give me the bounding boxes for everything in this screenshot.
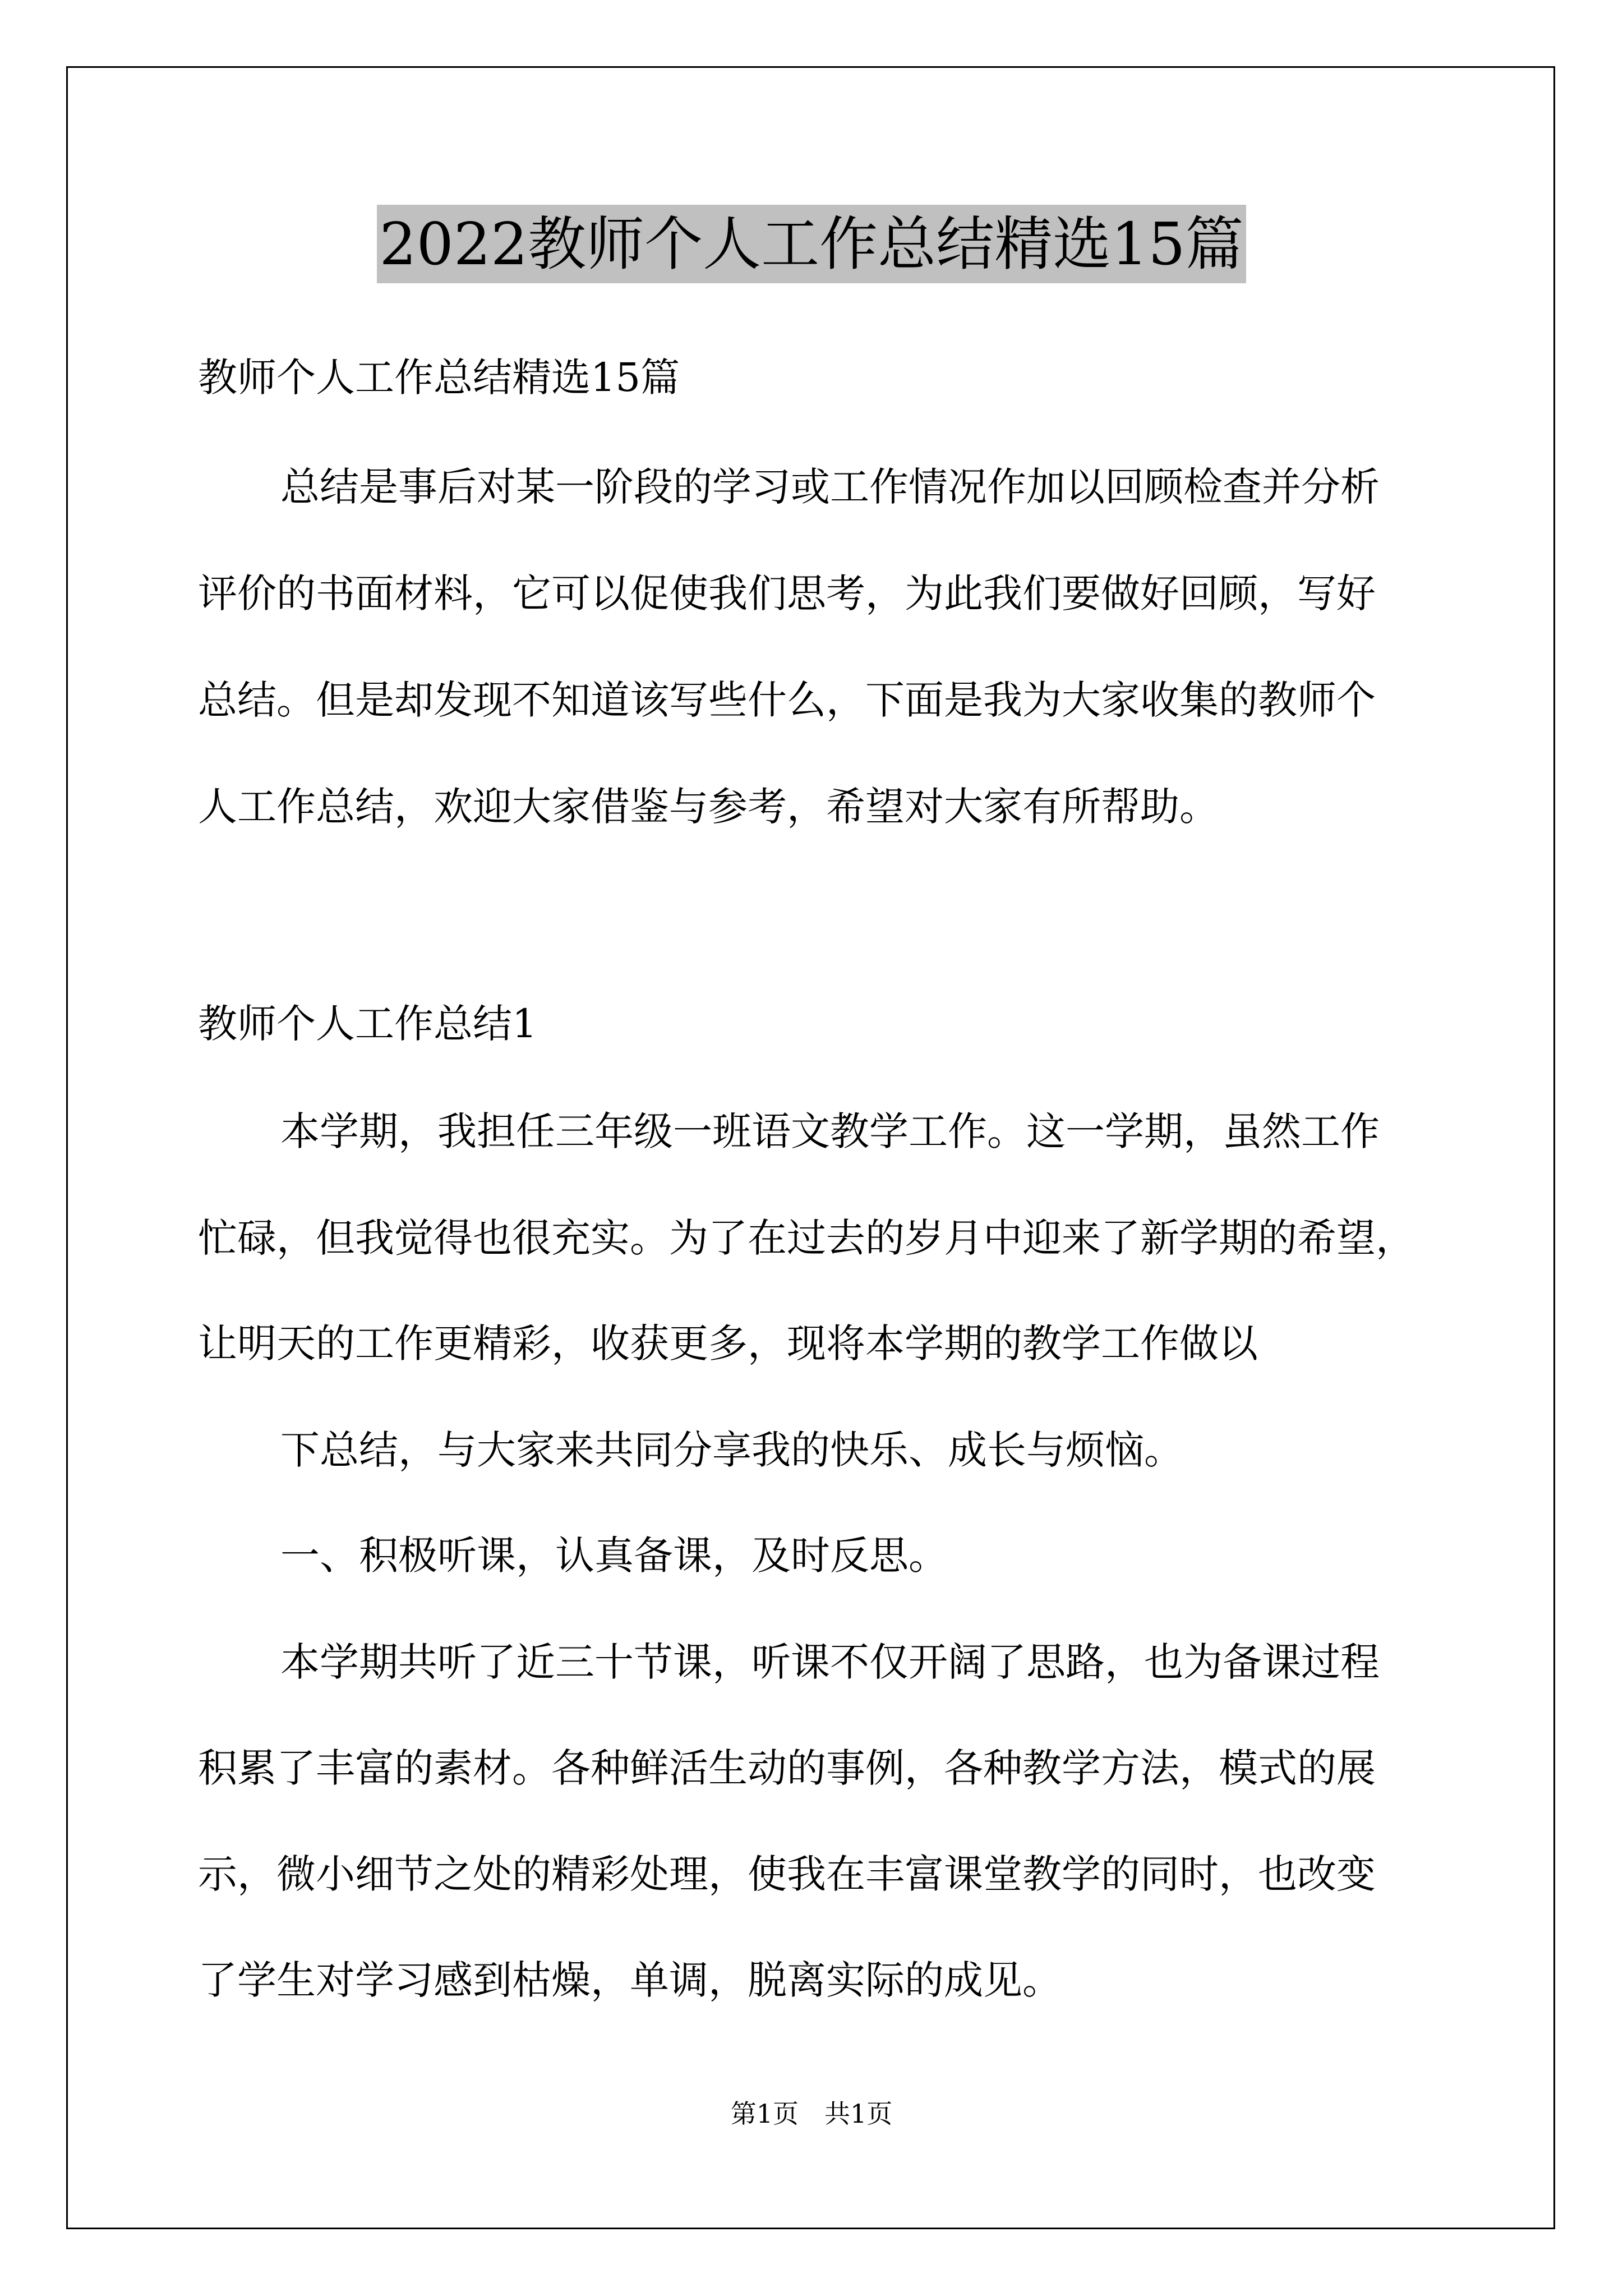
body-line-2: 忙碌，但我觉得也很充实。为了在过去的岁月中迎来了新学期的希望， [198, 1215, 1415, 1261]
page-total: 共1页 [824, 2099, 893, 2129]
section-heading: 教师个人工作总结1 [198, 1001, 537, 1047]
body-line-4: 下总结，与大家来共同分享我的快乐、成长与烦恼。 [280, 1427, 1183, 1473]
document-subtitle: 教师个人工作总结精选15篇 [198, 355, 680, 401]
intro-line-1: 总结是事后对某一阶段的学习或工作情况作加以回顾检查并分析 [280, 464, 1380, 510]
body-line-6: 本学期共听了近三十节课，听课不仅开阔了思路，也为备课过程 [280, 1639, 1380, 1685]
page-footer [0, 2097, 1623, 2131]
body-line-7: 积累了丰富的素材。各种鲜活生动的事例，各种教学方法，模式的展 [198, 1745, 1376, 1791]
intro-line-3: 总结。但是却发现不知道该写些什么，下面是我为大家收集的教师个 [198, 677, 1376, 723]
body-line-9: 了学生对学习感到枯燥，单调，脱离实际的成见。 [198, 1957, 1062, 2003]
intro-line-2: 评价的书面材料，它可以促使我们思考，为此我们要做好回顾，写好 [198, 570, 1376, 616]
body-line-8: 示，微小细节之处的精彩处理，使我在丰富课堂教学的同时，也改变 [198, 1851, 1376, 1897]
body-line-1: 本学期，我担任三年级一班语文教学工作。这一学期，虽然工作 [280, 1108, 1380, 1154]
page-number: 第1页 [730, 2099, 799, 2129]
title-container [0, 205, 1623, 283]
intro-line-4: 人工作总结，欢迎大家借鉴与参考，希望对大家有所帮助。 [198, 784, 1219, 830]
body-line-5: 一、积极听课，认真备课，及时反思。 [280, 1533, 948, 1579]
body-line-3: 让明天的工作更精彩，收获更多，现将本学期的教学工作做以 [198, 1320, 1258, 1366]
document-title: 2022教师个人工作总结精选15篇 [377, 205, 1246, 283]
